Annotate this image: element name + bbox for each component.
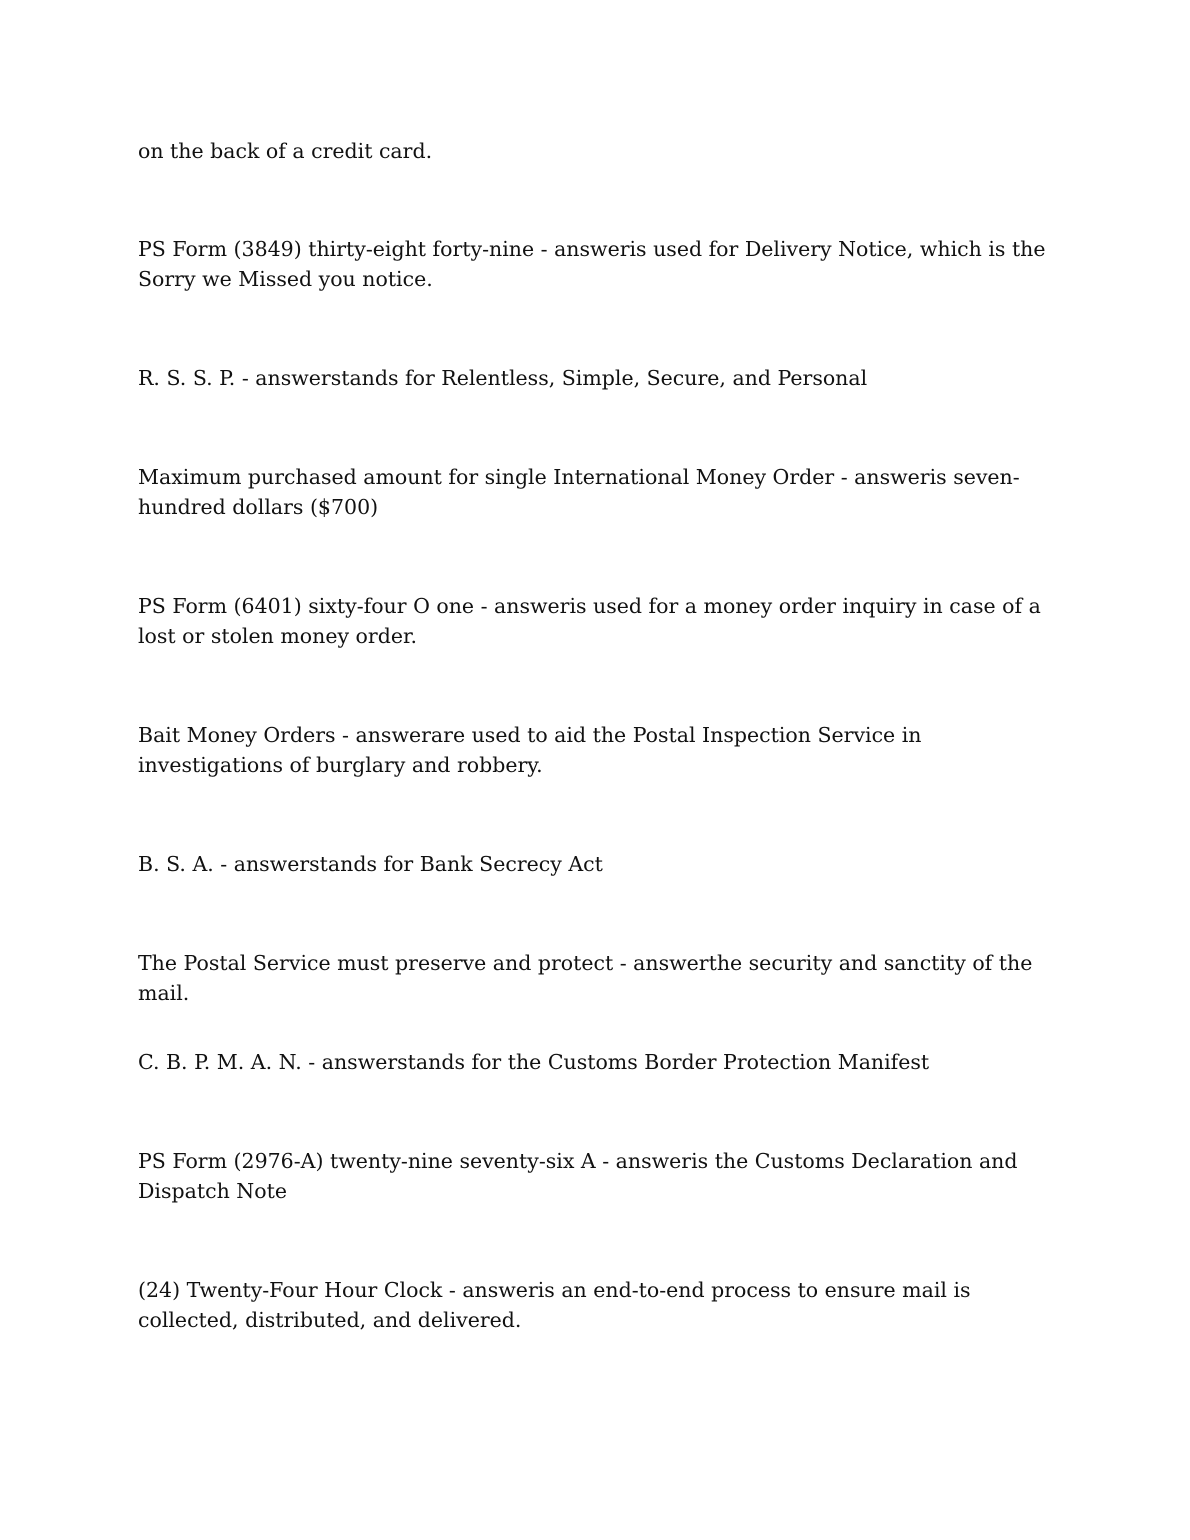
paragraph-cbpman: C. B. P. M. A. N. - answerstands for the Customs Border Protection Manifest: [138, 1050, 930, 1074]
paragraph-preserve-protect: The Postal Service must preserve and protect - answerthe security and sanctity of the mail.: [138, 951, 1033, 1005]
paragraph-ps-form-6401: PS Form (6401) sixty-four O one - answeris used for a money order inquiry in case of a lost or stolen money order.: [138, 594, 1041, 648]
paragraph-rssp: R. S. S. P. - answerstands for Relentless, Simple, Secure, and Personal: [138, 366, 868, 390]
paragraph-ps-form-2976a: PS Form (2976-A) twenty-nine seventy-six A - answeris the Customs Declaration and Dispatch Note: [138, 1149, 1018, 1203]
paragraph-max-international-money-order: Maximum purchased amount for single International Money Order - answeris seven-hundred dollars ($700): [138, 465, 1020, 519]
paragraph-bsa: B. S. A. - answerstands for Bank Secrecy Act: [138, 852, 603, 876]
paragraph-ps-form-3849: PS Form (3849) thirty-eight forty-nine - answeris used for Delivery Notice, which is the Sorry we Missed you notice.: [138, 237, 1046, 291]
paragraph-bait-money-orders: Bait Money Orders - answerare used to aid the Postal Inspection Service in investigations of burglary and robbery.: [138, 723, 922, 777]
paragraph-24-hour-clock: (24) Twenty-Four Hour Clock - answeris an end-to-end process to ensure mail is collected, distributed, and delivered.: [138, 1278, 971, 1332]
paragraph-credit-card-back: on the back of a credit card.: [138, 139, 433, 163]
